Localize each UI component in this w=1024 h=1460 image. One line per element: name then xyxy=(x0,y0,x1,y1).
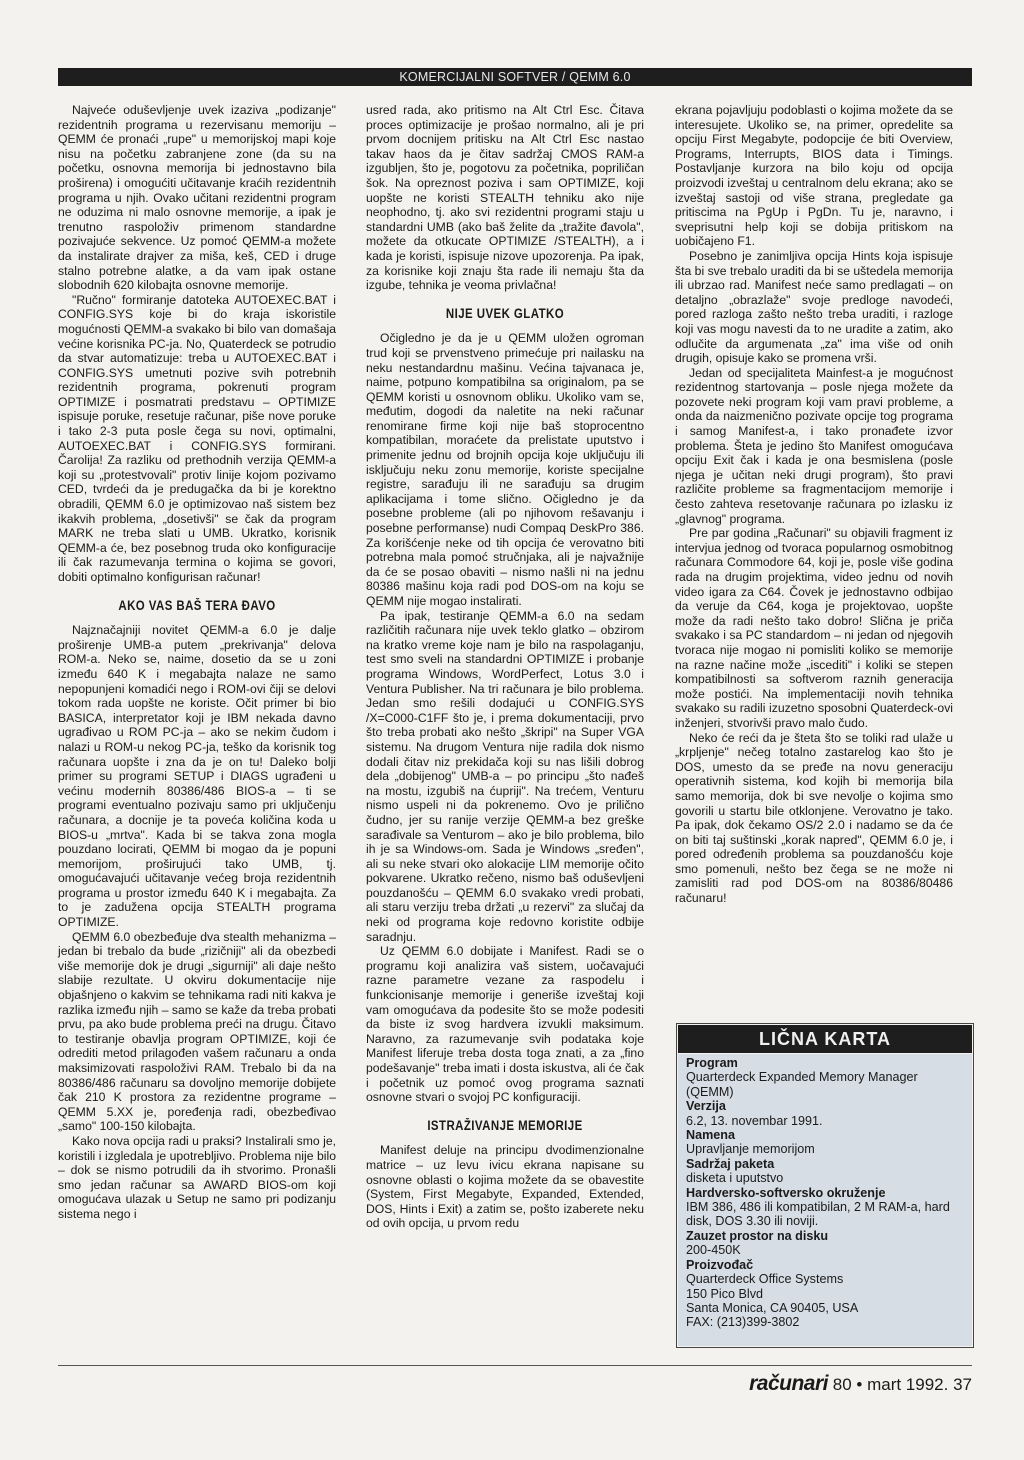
id-card-value: Quarterdeck Office Systems 150 Pico Blvd Santa Monica, CA 90405, USA FAX: (213)399-3802 xyxy=(686,1272,859,1330)
id-card-label: Proizvođač xyxy=(686,1257,754,1272)
section-header-bar xyxy=(58,68,972,86)
section-header-title: KOMERCIJALNI SOFTVER / QEMM 6.0 xyxy=(399,70,631,84)
article-column-1 xyxy=(58,103,336,1222)
issue-date: mart 1992. xyxy=(867,1375,949,1394)
paragraph: Manifest deluje na principu dvodimenzionalne matrice – uz levu ivicu ekrana napisane su osnovne oblasti o kojima možete da se obavestite (System, First Megabyte, Expanded, Extended, DOS, Hints i Exit) a zatim se, pošto izaberete neku od ovih opcija, u prvom redu xyxy=(366,1143,644,1231)
magazine-name: računari xyxy=(749,1372,828,1395)
id-card-value: 200-450K xyxy=(686,1243,741,1258)
id-card-label: Sadržaj paketa xyxy=(686,1156,775,1171)
paragraph: Posebno je zanimljiva opcija Hints koja ispisuje šta bi sve trebalo uraditi da bi se uštedela memorija ili ubrzao rad. Manifest neće samo predlagati – on detaljno „obrazlaže" svoje predloge navodeći, pored razloga zašto nešto treba uraditi, i razloge koji vas mogu navesti da to ne uradite a zatim, ako odlučite da argumenata „za" ima više od onih drugih, opisuje kako se promena vrši. xyxy=(675,248,953,366)
paragraph: Jedan od specijaliteta Mainfest-a je mogućnost rezidentnog startovanja – posle njega možete da pozovete neki program koji vam pravi probleme, a onda da naizmenično pozivate opcije tog programa i samog Manifest-a, i tako pronađete izvor problema. Šteta je jedino što Manifest omogućava opciju Exit čak i kada je ona besmislena (posle njega je učitan neki drugi program), što pravi različite probleme sa fragmentacijom memorije i često zahteva resetovanje računara po izlasku iz „glavnog" programa. xyxy=(675,365,953,526)
page-number: 37 xyxy=(953,1375,972,1394)
id-card-title: LIČNA KARTA xyxy=(678,1025,972,1053)
footer-rule xyxy=(58,1365,972,1366)
id-card-value: Upravljanje memorijom xyxy=(686,1142,815,1157)
id-card-label: Verzija xyxy=(686,1099,726,1114)
section-heading: ISTRAŽIVANJE MEMORIJE xyxy=(427,1117,583,1133)
id-card-value: Quarterdeck Expanded Memory Manager (QEMM) xyxy=(686,1070,918,1099)
id-card-box xyxy=(676,1023,974,1348)
paragraph: Najznačajniji novitet QEMM-a 6.0 je dalje proširenje UMB-a putem „prekrivanja" delova ROM-a. Neko se, naime, dosetio da se u zoni između 640 K i megabajta nalaze ne samo nepopunjeni komadići nego i ROM-ovi čiji se delovi tokom rada uopšte ne koriste. Očit primer bi bio BASICA, interpretator koji je IBM nekada davno ugrađivao u ROM PC-ja – ako se nekim čudom i nalazi u ROM-u nekog PC-ja, teško da korisnik tog računara uopšte i zna da je on tu! Daleko bolji primer su programi SETUP i DIAGS ugrađeni u većinu modernih 80386/486 BIOS-a – ti se programi eventualno pozivaju samo pri uključenju računara, a docnije je ta poveća količina koda u BIOS-u „mrtva". Kada bi se takva zona mogla pouzdano locirati, QEMM bi mogao da je popuni memorijom, proširujući tako UMB, tj. omogućavajući učitavanje većeg broja rezidentnih programa u prostor između 640 K i megabajta. Za to je zadužena opcija STEALTH programa OPTIMIZE. xyxy=(58,623,336,930)
paragraph: Najveće oduševljenje uvek izaziva „podizanje" rezidentnih programa u rezervisanu memoriju – QEMM će pronaći „rupe" u memorijskoj mapi koje nisu na početku zabranjene zone (da su na početku, osnovna memorija bi jednostavno bila proširena) i omogućiti učitavanje kraćih rezidentnih programa u njih. Ovako učitani rezidentni program ne oduzima ni malo osnovne memorije, a ipak je trenutno raspoloživ primenom standardne pozivajuće sekvence. Uz pomoć QEMM-a možete da instalirate drajver za miša, keš, CED i druge stalno potrebne alatke, a da vam ipak ostane slobodnih 620 kilobajta osnovne memorije. xyxy=(58,103,336,293)
paragraph: Kako nova opcija radi u praksi? Instalirali smo je, koristili i izgledala je upotrebljivo. Problema nije bilo – dok se nismo potrudili da ih stvorimo. Pronašli smo jedan računar sa AWARD BIOS-om koji omogućava ulazak u Setup ne samo pri podizanju sistema nego i xyxy=(58,1133,336,1221)
id-card-label: Hardversko-softversko okruženje xyxy=(686,1185,886,1200)
paragraph: Neko će reći da je šteta što se toliki rad ulaže u „krpljenje" nečeg totalno zastarelog kao što je DOS, umesto da se pređe na novu generaciju operativnih sistema, kod kojih bi memorija bila samo memorija, dok bi sve nevolje o kojima smo govorili u startu bile otklonjene. Verovatno je tako. Pa ipak, dok čekamo OS/2 2.0 i nadamo se da će on biti taj suštinski „korak napred", QEMM 6.0 je, i pored određenih problema sa pouzdanošću koje smo pomenuli, nešto bez čega se ne može ni zamisliti rad pod DOS-om na 80386/80486 računaru! xyxy=(675,730,953,906)
paragraph: QEMM 6.0 obezbeđuje dva stealth mehanizma – jedan bi trebalo da bude „rizičniji" ali da obezbedi više memorije dok je drugi „sigurniji" ali daje nešto slabije rezultate. U okviru dokumentacije nije objašnjeno o kakvim se tehnikama radi niti kakva je razlika između njih – samo se kaže da treba probati prvu, pa ako bude problema preći na drugu. Čitavo to testiranje obavlja program OPTIMIZE, koji će odrediti metod prilagođen vašem računaru a onda maksimizovati raspoloživi RAM. Trebalo bi da na 80386/486 računaru sa dovoljno memorije dobijete čak 210 K prostora za rezidentne programe – QEMM 5.XX je, poređenja radi, obezbeđivao „samo" 100-150 kilobajta. xyxy=(58,929,336,1134)
paragraph: usred rada, ako pritismo na Alt Ctrl Esc. Čitava proces optimizacije je prošao normalno, ali je pri prvom docnijem pritisku na Alt Ctrl Esc nastao takav haos da je čitav sadržaj CMOS RAM-a izgubljen, što je, pogotovu za početnika, popriličan šok. Na opreznost poziva i sam OPTIMIZE, koji uopšte ne koristi STEALTH tehniku ako nije neophodno, tj. ako svi rezidentni programi staju u standardni UMB (ako baš želite da „tražite đavola", možete da otkucate OPTIMIZE /STEALTH), a i kada je koristi, ispisuje nizove upozorenja. Pa ipak, za korisnike koji znaju šta rade ili nemaju šta da izgube, tehnika je veoma privlačna! xyxy=(366,103,644,293)
bullet-separator: • xyxy=(856,1375,863,1394)
id-card-label: Namena xyxy=(686,1128,735,1143)
id-card-label: Program xyxy=(686,1056,738,1070)
section-heading: AKO VAS BAŠ TERA ĐAVO xyxy=(118,597,276,613)
page-footer xyxy=(749,1372,972,1396)
paragraph: Očigledno je da je u QEMM uložen ogroman trud koji se prvenstveno primećuje pri nailasku na neku nestandardnu mašinu. Većina tajvanaca je, naime, potpuno kompatibilna sa originalom, pa se QEMM koristi u osnovnom obliku. Ukoliko vam se, međutim, dogodi da naletite na neki računar renomirane firme koji nije baš stoprocentno kompatibilan, moraćete da prelistate uputstvo i primenite jednu od brojnih opcija koje uključuju ili isključuju neku zonu memorije, koriste specijalne registre, sarađuju ili ne sarađuju sa drugim aplikacijama i tome slično. Očigledno je da posebne probleme (ali po njihovom rešavanju i posebne performanse) nudi Compaq DeskPro 386. Za korišćenje neke od tih opcija će verovatno biti potrebna mala pomoć stručnjaka, ali je najvažnije da će se posao obaviti – nismo našli ni na jednu 80386 mašinu koja radi pod DOS-om na koju se QEMM nije mogao instalirati. xyxy=(366,331,644,608)
paragraph: Pa ipak, testiranje QEMM-a 6.0 na sedam različitih računara nije uvek teklo glatko – obzirom na kratko vreme koje nam je bilo na raspolaganju, test smo sveli na standardni OPTIMIZE i probanje programa Windows, WordPerfect, Lotus 3.0 i Ventura Publisher. Na tri računara je bilo problema. Jedan smo rešili dodajući u CONFIG.SYS /X=C000-C1FF što je, i prema dokumentaciji, prvo što treba probati ako nešto „škripi" na Super VGA sistemu. Na drugom Ventura nije radila dok nismo dodali čitav niz prekidača koji su nas lišili dobrog dela „dobijenog" UMB-a – po principu „što nađeš na mostu, izgubiš na ćupriji". Na trećem, Venturu nismo uspeli ni da pokrenemo. Ovo je prilično čudno, jer su ranije verzije QEMM-a bez greške sarađivale sa Venturom – ako je bilo problema, bilo ih je sa Windows-om. Sada je Windows „sređen", ali su neke stvari oko alokacije LIM memorije očito pokvarene. Ukratko rečeno, nismo baš oduševljeni pouzdanošću – QEMM 6.0 svakako vredi probati, ali staru verziju treba držati „u rezervi" za slučaj da neki od programa koje redovno koristite odbije saradnju. xyxy=(366,608,644,944)
paragraph: Pre par godina „Računari" su objavili fragment iz intervjua jednog od tvoraca popularnog osmobitnog računara Commodore 64, koji je, posle više godina rada na drugim projektima, video jednu od novih video igara za C64. Čovek je jednostavno odbijao da veruje da C64, koga je projektovao, uopšte može da radi nešto tako dobro! Slična je priča svakako i sa PC standardom – ni jedan od njegovih tvoraca nije mogao ni pomisliti koliko se memorije na razne načine može „iscediti" i koliki se stepen kompatibilnosti sa softverom raznih generacija može postići. Na implementaciji novih tehnika svakako su radili izuzetno sposobni Quaterdeck-ovi inženjeri, stvorivši pravo malo čudo. xyxy=(675,526,953,730)
id-card-value: disketa i uputstvo xyxy=(686,1171,784,1186)
paragraph: "Ručno" formiranje datoteka AUTOEXEC.BAT i CONFIG.SYS koje bi do kraja iskoristile mogućnosti QEMM-a svakako bi bilo van domašaja većine korisnika PC-ja. No, Quaterdeck se potrudio da stvar automatizuje: treba u AUTOEXEC.BAT i CONFIG.SYS umetnuti pozive svih potrebnih rezidentnih programa, pokrenuti program OPTIMIZE i posmatrati predstavu – OPTIMIZE ispisuje poruke, resetuje računar, piše nove poruke i tako 2-3 puta posle čega su novi, optimalni, AUTOEXEC.BAT i CONFIG.SYS formirani. Čarolija! Za razliku od prethodnih verzija QEMM-a koji su „protestvovali" protiv linije kojom pozivamo CED, tvrdeći da je predugačka da bi je korektno obradili, QEMM 6.0 je optimizovao naš sistem bez ikakvih problema, „dosetivši" se čak da program MARK ne treba slati u UMB. Ukratko, korisnik QEMM-a će, bez posebnog truda oko konfiguracije ili čak razumevanja termina o kojima se govori, dobiti optimalno konfigurisan računar! xyxy=(58,292,336,584)
id-card-value: 6.2, 13. novembar 1991. xyxy=(686,1113,823,1128)
issue-number: 80 xyxy=(832,1375,852,1394)
section-heading: NIJE UVEK GLATKO xyxy=(445,305,565,321)
article-column-3 xyxy=(675,103,953,906)
id-card-body xyxy=(678,1054,972,1346)
paragraph: Uz QEMM 6.0 dobijate i Manifest. Radi se o programu koji analizira vaš sistem, uočavajući razne parametre vezane za raspodelu i funkcionisanje memorije i generiše izveštaj koji vam omogućava da podesite što se može podesiti da biste iz svog hardvera izvukli maksimum. Naravno, za razumevanje svih podataka koje Manifest liferuje treba dosta toga znati, a za „fino podešavanje" treba imati i dosta iskustva, ali će čak i početnik uz pomoć ovog programa saznati osnovne stvari o svojoj PC konfiguraciji. xyxy=(366,944,645,1105)
id-card-value: IBM 386, 486 ili kompatibilan, 2 M RAM-a, hard disk, DOS 3.30 ili noviji. xyxy=(686,1200,950,1229)
paragraph: ekrana pojavljuju podoblasti o kojima možete da se interesujete. Ukoliko se, na primer, opredelite sa opciju First Megabyte, podopcije će biti Overview, Programs, Interrupts, BIOS data i Timings. Postavljanje kurzora na bilo koju od opcija proizvodi izveštaj u centralnom delu ekrana; ako se izveštaj sastoji od više strana, pregledate ga pritiscima na PgUp i PgDn. Tu je, naravno, i sveprisutni help koji se dobija pritiskom na uobičajeno F1. xyxy=(675,103,953,249)
article-column-2 xyxy=(366,103,644,1231)
id-card-label: Zauzet prostor na disku xyxy=(686,1228,829,1243)
